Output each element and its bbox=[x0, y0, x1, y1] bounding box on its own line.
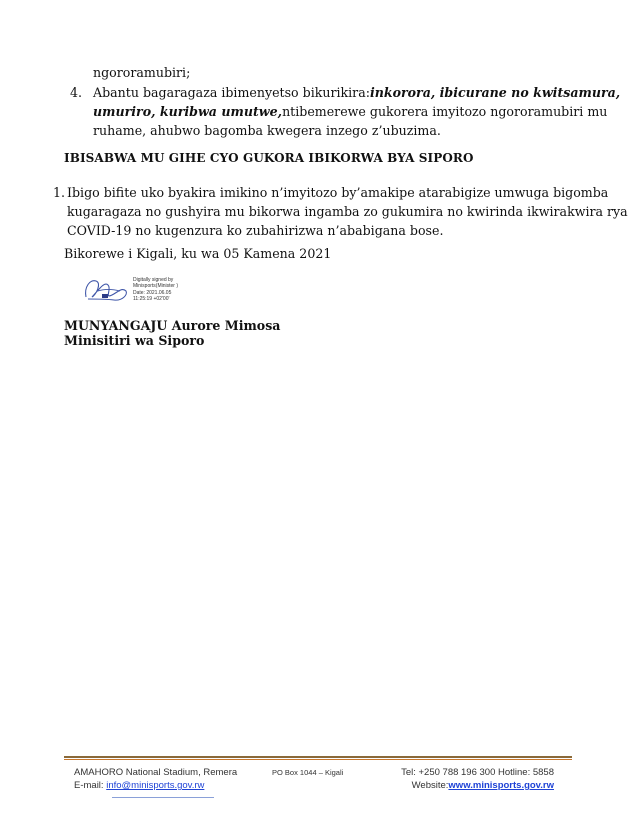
footer-underline-decoration bbox=[112, 797, 214, 798]
list-item-4-number: 4. bbox=[70, 85, 83, 100]
list-item-4-symptoms-emphasis: inkorora, ibicurane no kwitsamura, bbox=[369, 85, 621, 100]
section-item-1-number: 1. bbox=[53, 185, 66, 200]
signatory-title: Minisitiri wa Siporo bbox=[64, 333, 205, 348]
signature-meta-line: Digitally signed by bbox=[133, 277, 174, 283]
digital-signature-details bbox=[133, 277, 178, 302]
section-item-1-line-1: Ibigo bifite uko byakira imikino n’imyitozo by’amakipe atarabigize umwuga bigomba bbox=[67, 185, 609, 200]
section-item-1-line-3: COVID-19 no kugenzura ko zubahirizwa n’ababigana bose. bbox=[67, 223, 444, 238]
list-item-3-continuation: ngororamubiri; bbox=[93, 65, 191, 80]
signature-meta-line: Minisports(Minister ) bbox=[133, 283, 179, 290]
list-item-4-line-2 bbox=[93, 102, 608, 121]
footer-rule-bottom bbox=[64, 759, 572, 760]
footer-rule-top bbox=[64, 756, 572, 758]
section-item-1-line-2: kugaragaza no gushyira mu bikorwa ingamba zo gukumira no kwirinda ikwirakwira rya bbox=[67, 204, 628, 219]
signature-mark bbox=[82, 273, 130, 307]
list-item-4-text: Abantu bagaragaza ibimenyetso bikurikira: bbox=[93, 85, 370, 100]
footer-website-link[interactable]: www.minisports.gov.rw bbox=[448, 780, 554, 791]
signature-meta-line: 11:25:19 +02'00' bbox=[133, 295, 170, 302]
signature-meta-line: Date: 2021.06.05 bbox=[133, 289, 172, 296]
section-heading: IBISABWA MU GIHE CYO GUKORA IBIKORWA BYA SIPORO bbox=[64, 151, 474, 165]
list-item-4-symptoms-emphasis-cont: umuriro, kuribwa umutwe, bbox=[93, 104, 283, 119]
footer-website bbox=[396, 779, 554, 792]
footer-email bbox=[74, 779, 204, 792]
footer-telephone: Tel: +250 788 196 300 Hotline: 5858 bbox=[401, 767, 554, 778]
list-item-4-line-3: ruhame, ahubwo bagomba kwegera inzego z’ubuzima. bbox=[93, 123, 441, 138]
footer-email-label: E-mail: bbox=[74, 780, 107, 791]
place-and-date: Bikorewe i Kigali, ku wa 05 Kamena 2021 bbox=[64, 246, 332, 261]
footer-website-label: Website: bbox=[411, 780, 449, 791]
footer-address: AMAHORO National Stadium, Remera bbox=[74, 767, 238, 778]
footer-pobox: PO Box 1044 – Kigali bbox=[272, 768, 344, 777]
footer-email-link[interactable]: info@minisports.gov.rw bbox=[106, 780, 205, 791]
list-item-4-text-cont: ntibemerewe gukorera imyitozo ngororamubiri mu bbox=[282, 104, 608, 119]
list-item-4-line-1 bbox=[93, 83, 621, 102]
signatory-name: MUNYANGAJU Aurore Mimosa bbox=[64, 318, 281, 333]
